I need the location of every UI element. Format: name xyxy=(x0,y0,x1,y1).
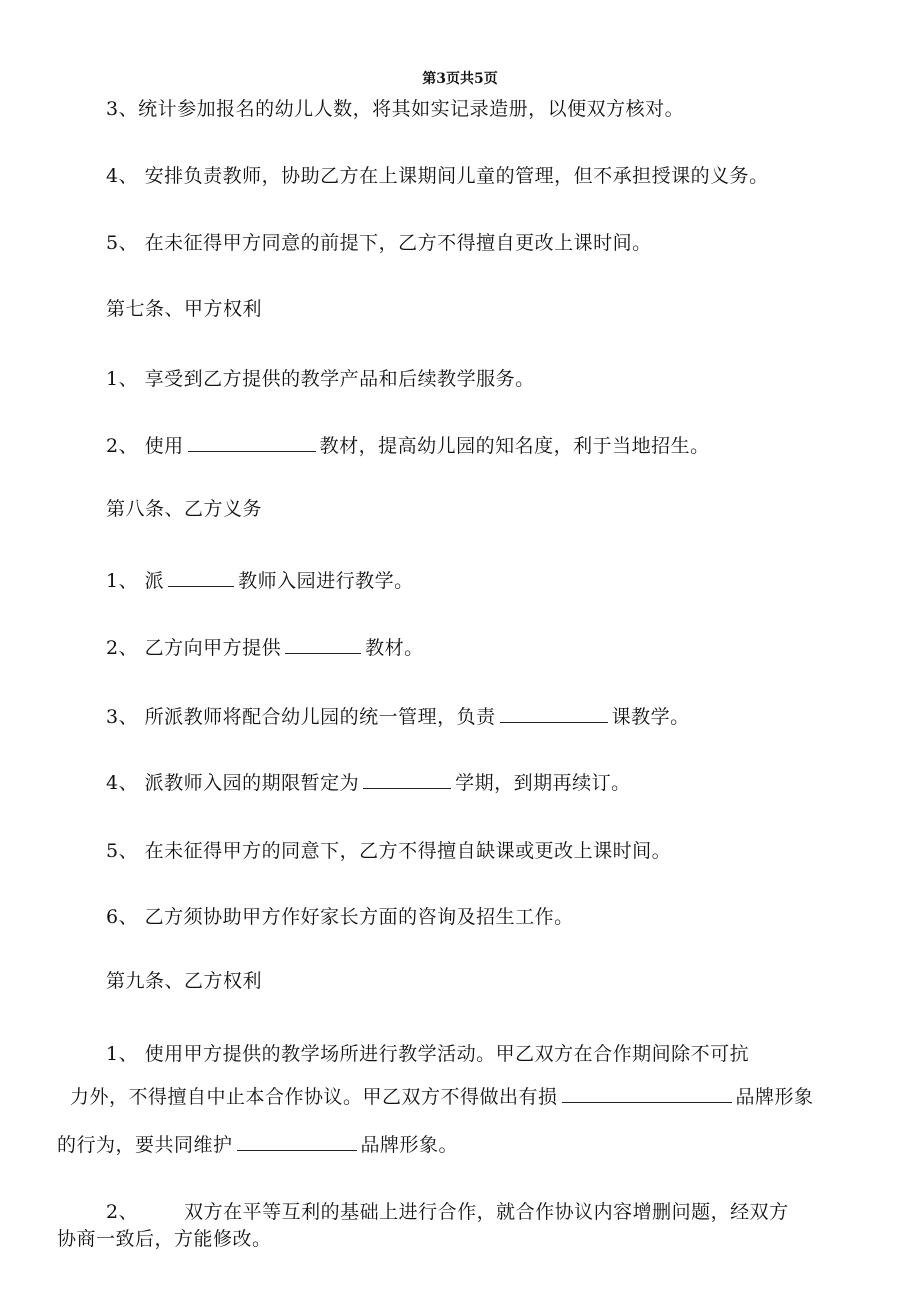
clause-text: 教师入园进行教学。 xyxy=(238,570,414,592)
clause-text: 教材，提高幼儿园的知名度，利于当地招生。 xyxy=(319,435,710,457)
clause-text: 教材。 xyxy=(365,637,424,659)
clause-line: 1、 享受到乙方提供的教学产品和后续教学服务。 xyxy=(106,368,535,390)
clause-line: 协商一致后，方能修改。 xyxy=(57,1228,272,1250)
clause-line: 4、 安排负责教师，协助乙方在上课期间儿童的管理，但不承担授课的义务。 xyxy=(106,165,769,187)
clause-text: 品牌形象。 xyxy=(360,1134,459,1156)
clause-line: 3、统计参加报名的幼儿人数，将其如实记录造册，以便双方核对。 xyxy=(106,98,685,120)
clause-line xyxy=(106,702,690,729)
clause-line: 5、 在未征得甲方的同意下，乙方不得擅自缺课或更改上课时间。 xyxy=(106,840,672,862)
clause-text: 的行为，要共同维护 xyxy=(57,1134,233,1156)
clause-line xyxy=(106,633,424,660)
page-number-label: 第3页共5页 xyxy=(422,71,498,87)
fill-in-blank xyxy=(168,585,234,587)
clause-text: 课教学。 xyxy=(611,706,690,728)
fill-in-blank xyxy=(188,450,316,452)
clause-line xyxy=(57,1130,458,1157)
article-heading: 第九条、乙方权利 xyxy=(106,970,263,992)
clause-text: 力外，不得擅自中止本合作协议。甲乙双方不得做出有损 xyxy=(70,1086,558,1108)
clause-text: 2、 xyxy=(106,1201,139,1223)
fill-in-blank xyxy=(562,1101,732,1103)
clause-text: 1、 派 xyxy=(106,570,165,592)
clause-line: 5、 在未征得甲方同意的前提下，乙方不得擅自更改上课时间。 xyxy=(106,232,652,254)
clause-text: 学期，到期再续订。 xyxy=(455,772,631,794)
clause-line xyxy=(106,566,414,593)
fill-in-blank xyxy=(363,787,451,789)
fill-in-blank xyxy=(500,721,608,723)
clause-line xyxy=(106,431,710,458)
clause-text: 4、 派教师入园的期限暂定为 xyxy=(106,772,360,794)
fill-in-blank xyxy=(285,652,361,654)
article-heading: 第八条、乙方义务 xyxy=(106,498,263,520)
fill-in-blank xyxy=(237,1149,357,1151)
clause-text: 品牌形象 xyxy=(735,1086,814,1108)
clause-line xyxy=(70,1082,814,1109)
clause-text: 3、 所派教师将配合幼儿园的统一管理，负责 xyxy=(106,706,496,728)
clause-text: 2、 乙方向甲方提供 xyxy=(106,637,282,659)
clause-text: 双方在平等互利的基础上进行合作，就合作协议内容增删问题，经双方 xyxy=(184,1201,789,1223)
clause-line: 6、 乙方须协助甲方作好家长方面的咨询及招生工作。 xyxy=(106,906,574,928)
clause-text: 2、 使用 xyxy=(106,435,184,457)
clause-line xyxy=(106,768,631,795)
clause-line: 1、 使用甲方提供的教学场所进行教学活动。甲乙双方在合作期间除不可抗 xyxy=(106,1043,750,1065)
article-heading: 第七条、甲方权利 xyxy=(106,298,263,320)
clause-line xyxy=(106,1197,789,1224)
